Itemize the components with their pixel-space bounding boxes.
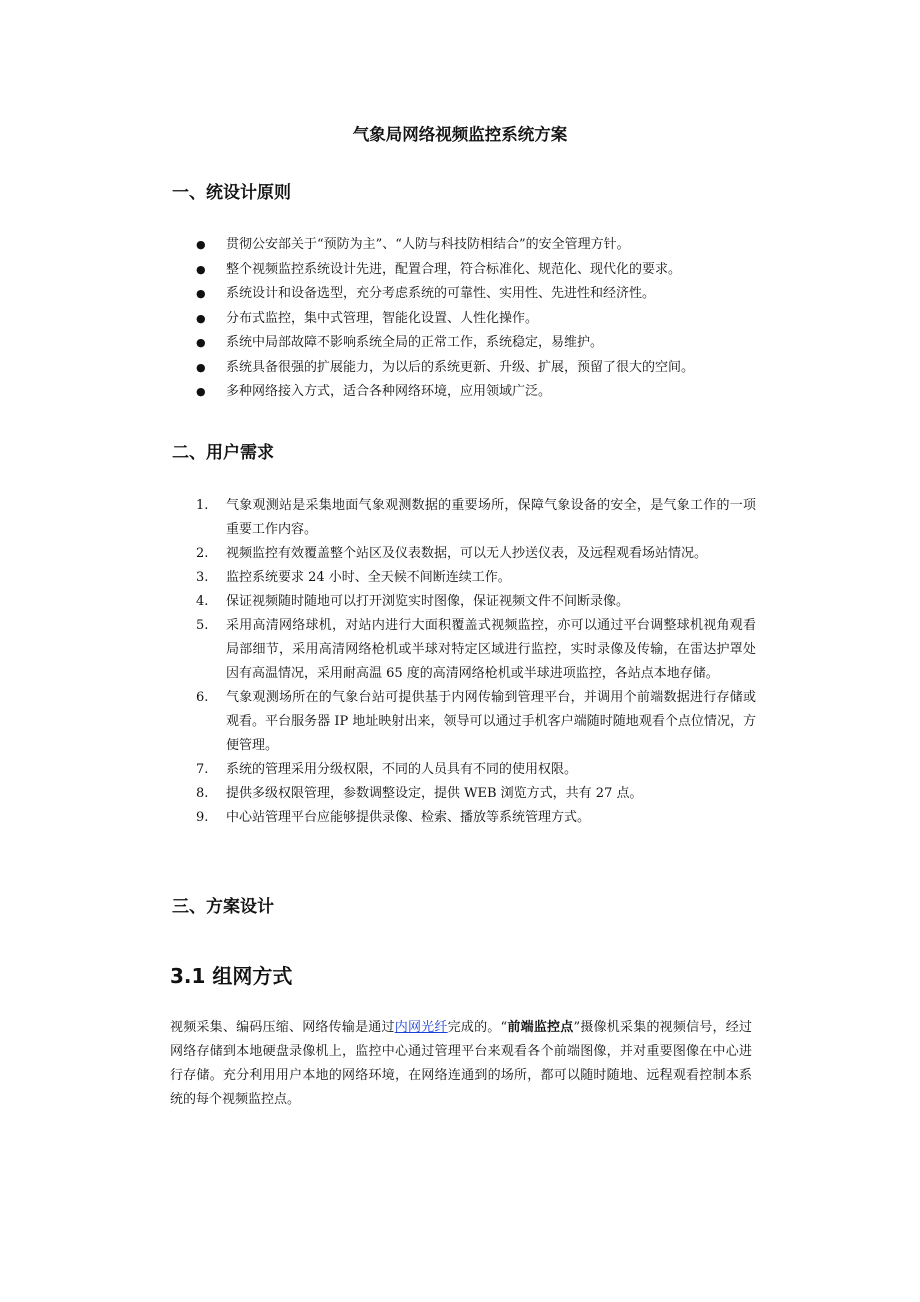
item-number: 9. [196, 810, 209, 825]
list-item [196, 686, 756, 758]
list-item-text: 气象观测场所在的气象台站可提供基于内网传输到管理平台，并调用个前端数据进行存储或观看。平台服务器 IP 地址映射出来，领导可以通过手机客户端随时随地观看个点位情况，方便管理。 [226, 690, 756, 753]
document-title: 气象局网络视频监控系统方案 [352, 125, 568, 144]
item-number: 6. [196, 690, 209, 705]
bullet-icon: ● [196, 385, 206, 398]
list-item [196, 307, 776, 332]
subsection-heading: 3.1 组网方式 [170, 964, 293, 988]
list-item-text: 系统设计和设备选型，充分考虑系统的可靠性、实用性、先进性和经济性。 [226, 286, 656, 301]
list-item [196, 331, 776, 356]
section2-heading: 二、用户需求 [172, 443, 274, 463]
item-number: 5. [196, 618, 209, 633]
design-principles-list [196, 233, 776, 405]
list-item [196, 614, 756, 686]
section3-heading: 三、方案设计 [172, 897, 274, 917]
list-item-text: 监控系统要求 24 小时、全天候不间断连续工作。 [226, 570, 511, 585]
list-item-text: 气象观测站是采集地面气象观测数据的重要场所，保障气象设备的安全，是气象工作的一项重要工作内容。 [226, 498, 756, 537]
list-item-text: 多种网络接入方式，适合各种网络环境，应用领域广泛。 [226, 384, 552, 399]
list-item [196, 806, 756, 830]
list-item-text: 贯彻公安部关于“预防为主”、“人防与科技防相结合”的安全管理方针。 [226, 237, 630, 252]
list-item [196, 590, 756, 614]
list-item-text: 系统中局部故障不影响系统全局的正常工作，系统稳定，易维护。 [226, 335, 604, 350]
list-item [196, 258, 776, 283]
item-number: 3. [196, 570, 209, 585]
bullet-icon: ● [196, 360, 206, 374]
bullet-icon: ● [196, 336, 206, 349]
list-item-text: 分布式监控，集中式管理，智能化设置、人性化操作。 [226, 310, 539, 326]
bullet-icon: ● [196, 238, 206, 251]
list-item-text: 视频监控有效覆盖整个站区及仪表数据，可以无人抄送仪表，及远程观看场站情况。 [226, 546, 708, 561]
paragraph-text: ”摄像机采集的视频信号，经过网络存储到本地硬盘录像机上，监控中心通过管理平台来观看各个前端图像，并对重要图像在中心进行存储。充分利用用户本地的网络环境，在网络连通到的场所，都可以随时随地、远程观看控制本系统的每个视频监控点。 [170, 1020, 752, 1107]
list-item [196, 282, 776, 307]
list-item [196, 233, 776, 258]
bullet-icon: ● [196, 262, 206, 276]
bold-term: 前端监控点 [507, 1020, 574, 1035]
paragraph-text: 完成的。“ [447, 1020, 508, 1035]
bullet-icon: ● [196, 311, 206, 325]
list-item [196, 542, 756, 566]
item-number: 2. [196, 546, 209, 561]
list-item-text: 系统具备很强的扩展能力，为以后的系统更新、升级、扩展，预留了很大的空间。 [226, 359, 695, 375]
list-item-text: 中心站管理平台应能够提供录像、检索、播放等系统管理方式。 [226, 810, 591, 825]
item-number: 1. [196, 498, 209, 513]
user-requirements-list [196, 494, 756, 830]
list-item-text: 保证视频随时随地可以打开浏览实时图像，保证视频文件不间断录像。 [226, 594, 630, 609]
list-item [196, 566, 756, 590]
list-item [196, 380, 776, 405]
list-item-text: 采用高清网络球机，对站内进行大面积覆盖式视频监控，亦可以通过平台调整球机视角观看局部细节，采用高清网络枪机或半球对特定区域进行监控，实时录像及传输，在雷达护罩处因有高温情况，采用耐高温 65 度的高清网络枪机或半球进项监控，各站点本地存储。 [226, 618, 756, 681]
list-item [196, 758, 756, 782]
list-item-text: 提供多级权限管理，参数调整设定，提供 WEB 浏览方式，共有 27 点。 [226, 786, 643, 801]
list-item-text: 整个视频监控系统设计先进，配置合理，符合标准化、规范化、现代化的要求。 [226, 261, 682, 277]
list-item [196, 356, 776, 381]
list-item-text: 系统的管理采用分级权限，不同的人员具有不同的使用权限。 [226, 762, 578, 777]
item-number: 4. [196, 594, 209, 609]
bullet-icon: ● [196, 287, 206, 300]
list-item [196, 494, 756, 542]
networking-paragraph [170, 1016, 752, 1112]
list-item [196, 782, 756, 806]
section1-heading: 一、统设计原则 [172, 183, 291, 203]
item-number: 7. [196, 762, 209, 777]
paragraph-text: 视频采集、编码压缩、网络传输是通过 [170, 1020, 395, 1035]
item-number: 8. [196, 786, 209, 801]
intranet-fiber-link[interactable]: 内网光纤 [394, 1020, 448, 1035]
